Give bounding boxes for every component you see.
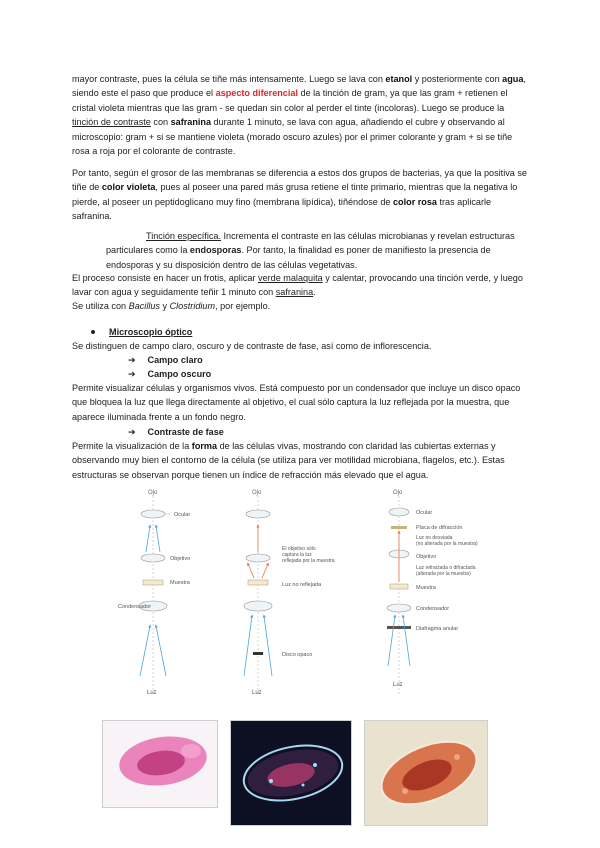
diagram-campo-claro (118, 490, 191, 696)
svg-text:Disco opaco: Disco opaco (282, 652, 313, 658)
bullet-dot-icon (91, 330, 95, 334)
arrow-right-icon: ➔ (128, 355, 136, 365)
paragraph-contraste-fase: Permite la visualización de la forma de las células vivas, mostrando con claridad las cubiertas externas y observando muy bien el contorno de la célula (se utiliza para ver motilidad microbiana, flagelos, etc.). Estas estructuras se observan porque tienen un índice de refracción más elevado que el agua. (72, 441, 505, 480)
svg-text:Luz refractada o difractada: Luz refractada o difractada (416, 565, 476, 571)
svg-text:Luz: Luz (252, 690, 262, 696)
svg-text:reflejada por la muestra: reflejada por la muestra (282, 558, 335, 564)
svg-text:Luz no reflejada: Luz no reflejada (282, 582, 322, 588)
svg-text:Luz no desviada: Luz no desviada (416, 535, 453, 541)
svg-text:(alterada por la muestra): (alterada por la muestra) (416, 571, 471, 577)
svg-text:Muestra: Muestra (170, 580, 190, 586)
sub-item-campo-oscuro: ➔ Campo oscuro (128, 369, 212, 379)
svg-text:Diafragma anular: Diafragma anular (416, 626, 459, 632)
svg-text:Ocular: Ocular (416, 510, 433, 516)
svg-text:Muestra: Muestra (416, 585, 436, 591)
sub-item-contraste-fase: ➔ Contraste de fase (128, 427, 224, 437)
bullet-microscopio-optico: Microscopio óptico (91, 325, 192, 339)
paragraph-membranes: Por tanto, según el grosor de las membranas se diferencia a estos dos grupos de bacterias, ya que la positiva se tiñe de color violeta, pues al poseer una pared más grusa retiene el tinte primario, mientras que la negativa lo pierde, al poseer un peptidoglicano muy fino (membrana lipídica), tiñéndose de color rosa tras aplicarle safranina. (72, 168, 527, 222)
photo-campo-claro (102, 720, 218, 808)
arrow-right-icon: ➔ (128, 369, 136, 379)
svg-text:Condensador: Condensador (118, 604, 152, 610)
svg-text:Luz: Luz (393, 682, 403, 688)
svg-text:(no alterada por la muestra): (no alterada por la muestra) (416, 541, 478, 547)
microscope-diagrams (110, 486, 490, 704)
paragraph-proceso: El proceso consiste en hacer un frotis, aplicar verde malaquita y calentar, provocando una tinción verde, y luego lavar con agua y seguidamente teñir 1 minuto con safranina. (72, 273, 523, 298)
svg-text:captura la luz: captura la luz (282, 552, 312, 558)
paragraph-gram-stain: mayor contraste, pues la célula se tiñe más intensamente. Luego se lava con etanol y posteriormente con agua, siendo este el paso que produce el aspecto diferencial de la tinción de gram, ya que las gram + retienen el cristal violeta mientras que las gram - se quedan sin color al perder el tinte (incoloras). Luego se produce la tinción de contraste con safranina durante 1 minuto, se lava con agua, añadiendo el cubre y observando al microscopio: gram + si se mantiene violeta (morado oscuro azules) por el primer colorante y gram + si se tiñe rosa a roja por el colorante de contraste. (72, 74, 526, 157)
svg-text:Ojo: Ojo (393, 490, 403, 496)
paragraph-uso: Se utiliza con Bacillus y Clostridium, por ejemplo. (72, 301, 271, 311)
diagram-contraste-fase (387, 490, 478, 696)
diagram-campo-oscuro (244, 490, 335, 696)
arrow-right-icon: ➔ (128, 427, 136, 437)
svg-text:El objetivo sólo: El objetivo sólo (282, 546, 316, 552)
svg-text:Objetivo: Objetivo (170, 556, 191, 562)
svg-text:Condensador: Condensador (416, 606, 450, 612)
svg-text:Ojo: Ojo (252, 490, 262, 496)
svg-text:Luz: Luz (147, 690, 157, 696)
photo-campo-oscuro (230, 720, 352, 826)
sub-item-campo-claro: ➔ Campo claro (128, 355, 203, 365)
paragraph-campo-oscuro: Permite visualizar células y organismos vivos. Está compuesto por un condensador que incluye un disco opaco que bloquea la luz que llega directamente al objetivo, el cual sólo captura la luz reflejada por la muestra, que aparece iluminada frente a un fondo negro. (72, 383, 521, 422)
highlight-aspecto-diferencial: aspecto diferencial (215, 88, 298, 99)
svg-text:Placa de difracción: Placa de difracción (416, 525, 463, 531)
svg-text:Ojo: Ojo (148, 490, 158, 496)
photo-contraste-fase (364, 720, 488, 826)
paragraph-tipos: Se distinguen de campo claro, oscuro y de contraste de fase, así como de inflorescencia. (72, 341, 432, 351)
paragraph-tincion-especifica: Tinción específica. Incrementa el contraste en las células microbianas y revelan estructuras particulares como la endosporas. Por tanto, la finalidad es poner de manifiesto la presencia de endosporas y su disposición dentro de las células vegetativas. (106, 231, 515, 270)
svg-text:Objetivo: Objetivo (416, 554, 437, 560)
svg-text:Ocular: Ocular (174, 512, 191, 518)
